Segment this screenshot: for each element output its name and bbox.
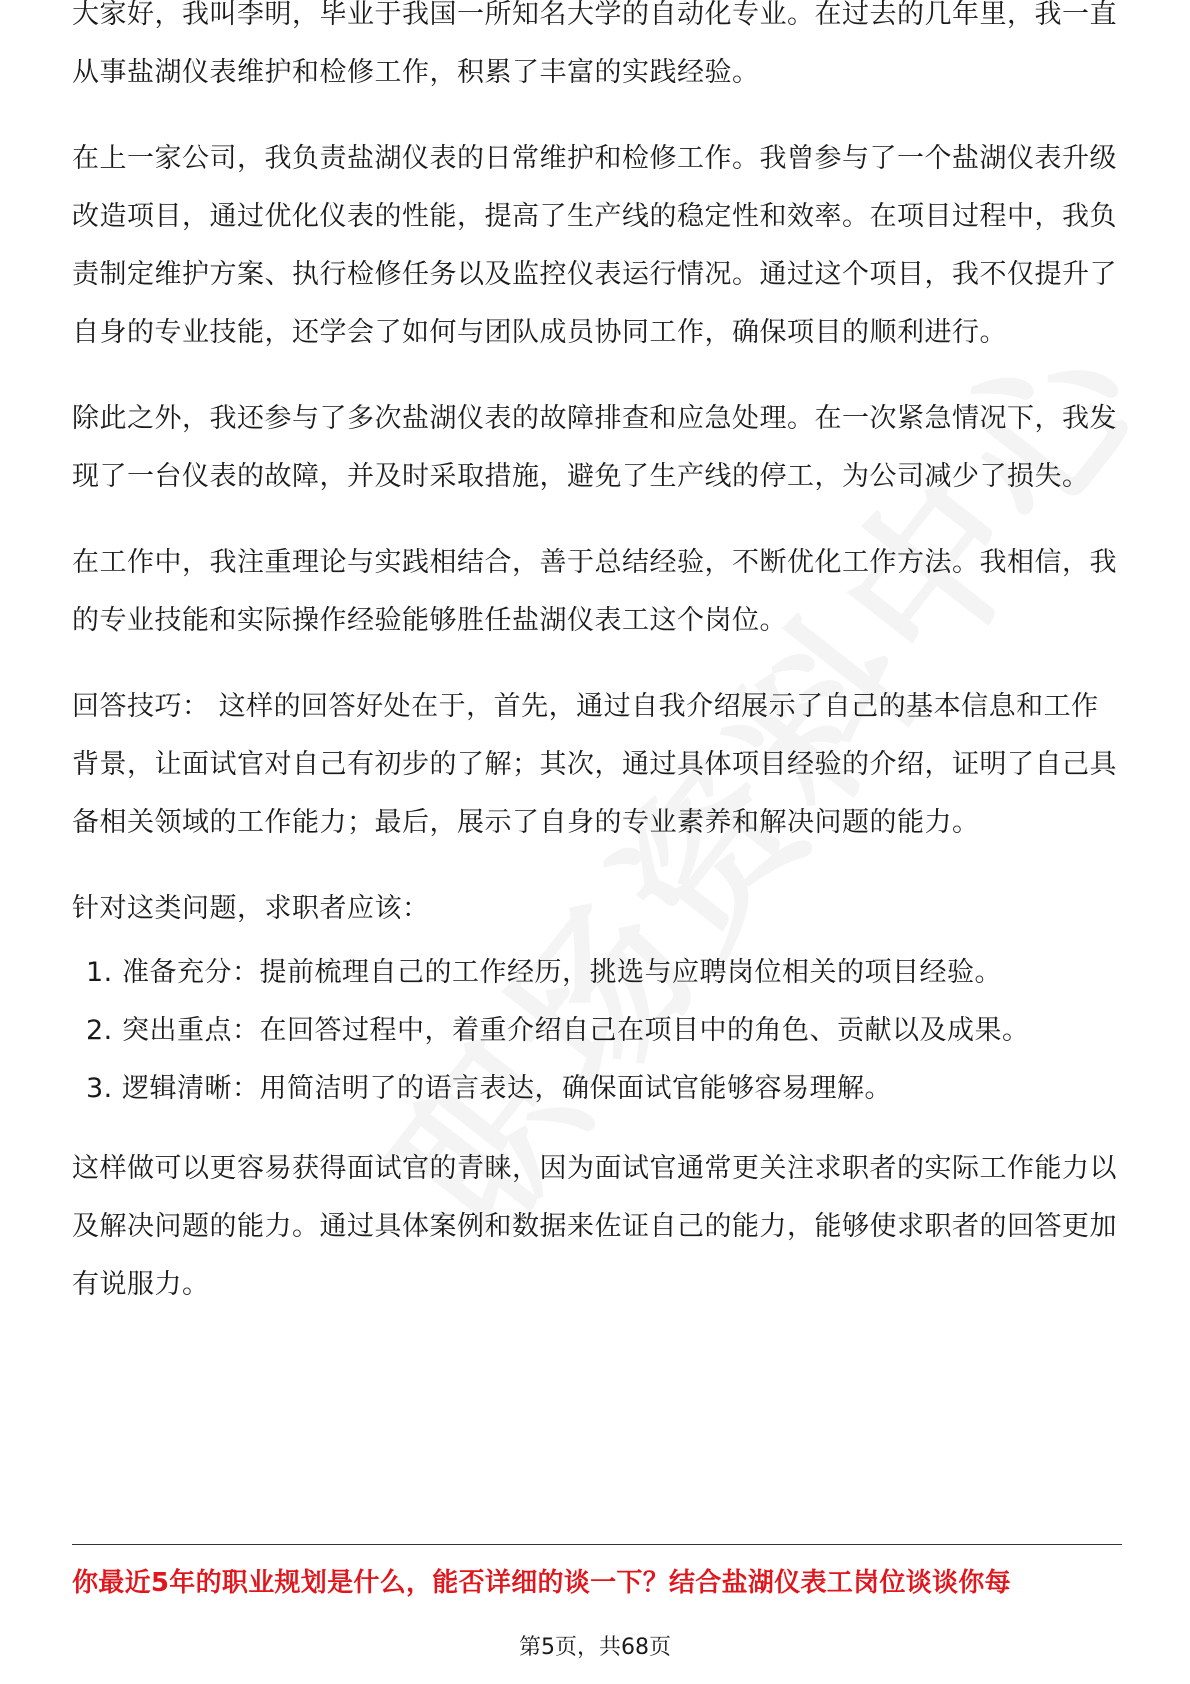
advice-list [72, 944, 1122, 1118]
document-body [72, 0, 1122, 1342]
paragraph-previous-company: 在上一家公司，我负责盐湖仪表的日常维护和检修工作。我曾参与了一个盐湖仪表升级改造项目，通过优化仪表的性能，提高了生产线的稳定性和效率。在项目过程中，我负责制定维护方案、执行检修任务以及监控仪表运行情况。通过这个项目，我不仅提升了自身的专业技能，还学会了如何与团队成员协同工作，确保项目的顺利进行。 [72, 143, 1117, 348]
paragraph-closing: 这样做可以更容易获得面试官的青睐，因为面试官通常更关注求职者的实际工作能力以及解决问题的能力。通过具体案例和数据来佐证自己的能力，能够使求职者的回答更加有说服力。 [72, 1153, 1117, 1300]
paragraph-troubleshooting: 除此之外，我还参与了多次盐湖仪表的故障排查和应急处理。在一次紧急情况下，我发现了一台仪表的故障，并及时采取措施，避免了生产线的停工，为公司减少了损失。 [72, 403, 1117, 492]
list-item [72, 1002, 1122, 1060]
paragraph-answer-tips: 回答技巧： 这样的回答好处在于，首先，通过自我介绍展示了自己的基本信息和工作背景，让面试官对自己有初步的了解；其次，通过具体项目经验的介绍，证明了自己具备相关领域的工作能力；最后，展示了自身的专业素养和解决问题的能力。 [72, 691, 1117, 838]
list-item-number: 2. [86, 1015, 113, 1046]
list-item [72, 1060, 1122, 1118]
section-divider [72, 1544, 1122, 1545]
list-item-number: 3. [86, 1073, 113, 1104]
list-item-text: 突出重点：在回答过程中，着重介绍自己在项目中的角色、贡献以及成果。 [122, 1015, 1030, 1046]
list-item-text: 准备充分：提前梳理自己的工作经历，挑选与应聘岗位相关的项目经验。 [122, 957, 1002, 988]
paragraph-work-approach: 在工作中，我注重理论与实践相结合，善于总结经验，不断优化工作方法。我相信，我的专业技能和实际操作经验能够胜任盐湖仪表工这个岗位。 [72, 547, 1117, 636]
next-question-heading: 你最近5年的职业规划是什么，能否详细的谈一下？结合盐湖仪表工岗位谈谈你每 [72, 1568, 1011, 1598]
page-number-footer: 第5页，共68页 [519, 1635, 671, 1660]
paragraph-intro: 大家好，我叫李明，毕业于我国一所知名大学的自动化专业。在过去的几年里，我一直从事盐湖仪表维护和检修工作，积累了丰富的实践经验。 [72, 0, 1117, 88]
paragraph-advice-intro: 针对这类问题，求职者应该： [72, 893, 430, 924]
list-item-text: 逻辑清晰：用简洁明了的语言表达，确保面试官能够容易理解。 [122, 1073, 892, 1104]
list-item-number: 1. [86, 957, 113, 988]
list-item [72, 944, 1122, 1002]
